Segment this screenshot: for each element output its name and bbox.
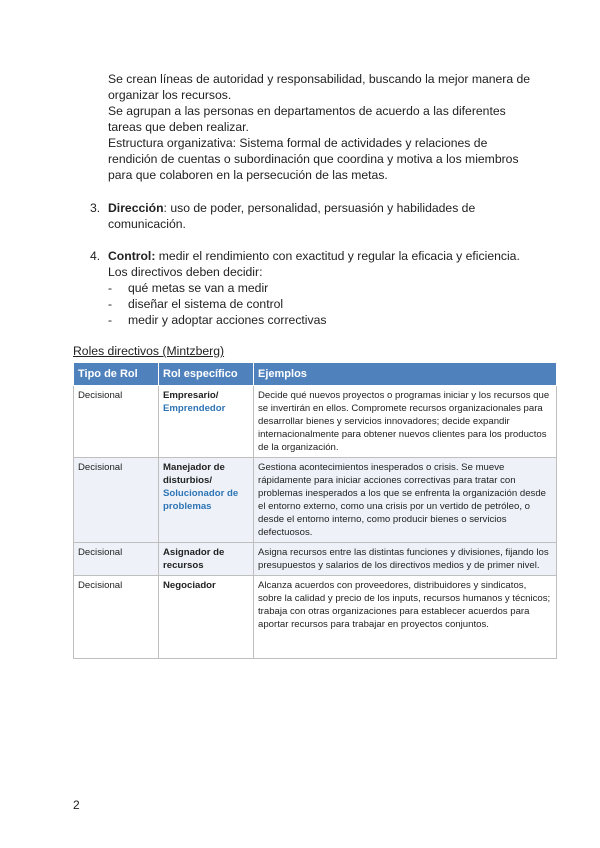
bullet-item: - diseñar el sistema de control — [108, 297, 284, 311]
cell-rol: Asignador de recursos — [159, 543, 254, 576]
control-bullets — [90, 280, 540, 328]
roles-table — [73, 362, 557, 659]
header-tipo: Tipo de Rol — [74, 363, 159, 386]
header-ejemplos: Ejemplos — [254, 363, 557, 386]
cell-rol: Empresario/ Emprendedor — [159, 386, 254, 458]
bullet-item: - medir y adoptar acciones correctivas — [108, 313, 327, 327]
header-rol: Rol específico — [159, 363, 254, 386]
list-item-control — [90, 248, 540, 328]
table-row — [74, 576, 557, 659]
cell-ejemplo: Asigna recursos entre las distintas funciones y divisiones, fijando los presupuestos y salarios de los directivos medios y de primer nivel. — [254, 543, 557, 576]
table-header-row — [74, 363, 557, 386]
cell-ejemplo: Decide qué nuevos proyectos o programas iniciar y los recursos que se invertirán en ellos. Compromete recursos organizacionales para desarrollar bienes y servicios innovadores; decide expandir internacionalmente para obtener nuevos clientes para los productos de la organización. — [254, 386, 557, 458]
item-number: 4. — [90, 249, 101, 263]
cell-tipo: Decisional — [74, 576, 159, 659]
item-lead: Los directivos deben decidir: — [108, 265, 263, 279]
intro-paragraph: Se agrupan a las personas en departamentos de acuerdo a las diferentes tareas que deben realizar. — [108, 104, 506, 134]
table-row — [74, 543, 557, 576]
intro-text — [108, 71, 538, 183]
table-row — [74, 386, 557, 458]
list-item-direccion — [90, 200, 540, 232]
intro-paragraph: Se crean líneas de autoridad y responsabilidad, buscando la mejor manera de organizar los recursos. — [108, 72, 531, 102]
cell-ejemplo: Alcanza acuerdos con proveedores, distribuidores y sindicatos, sobre la calidad y precio de los inputs, recursos humanos y técnicos; trabaja con otras organizaciones para establecer acuerdos para aportar recursos para trabajar en proyectos conjuntos. — [254, 576, 557, 659]
cell-tipo: Decisional — [74, 386, 159, 458]
bullet-item: - qué metas se van a medir — [108, 281, 269, 295]
table-row — [74, 458, 557, 543]
cell-rol: Manejador de disturbios/ Solucionador de problemas — [159, 458, 254, 543]
item-number: 3. — [90, 201, 101, 215]
cell-rol: Negociador — [159, 576, 254, 659]
cell-tipo: Decisional — [74, 458, 159, 543]
cell-ejemplo: Gestiona acontecimientos inesperados o crisis. Se mueve rápidamente para iniciar acciones correctivas para tratar con problemas inesperados a los que se enfrenta la organización desde el entorno externo, como una crisis por un vertido de petróleo, o desde el entorno interno, como producir bienes o servicios defectuosos. — [254, 458, 557, 543]
cell-tipo: Decisional — [74, 543, 159, 576]
item-text: : uso de poder, personalidad, persuasión y habilidades de comunicación. — [108, 201, 476, 231]
intro-paragraph: Estructura organizativa: Sistema formal de actividades y relaciones de rendición de cuentas o subordinación que coordina y motiva a los miembros para que colaboren en la persecución de las metas. — [108, 136, 519, 182]
section-title: Roles directivos (Mintzberg) — [73, 344, 225, 358]
page-number: 2 — [73, 798, 80, 812]
item-term: Dirección — [108, 201, 164, 215]
item-term: Control: — [108, 249, 156, 263]
item-text: medir el rendimiento con exactitud y regular la eficacia y eficiencia. — [155, 249, 520, 263]
